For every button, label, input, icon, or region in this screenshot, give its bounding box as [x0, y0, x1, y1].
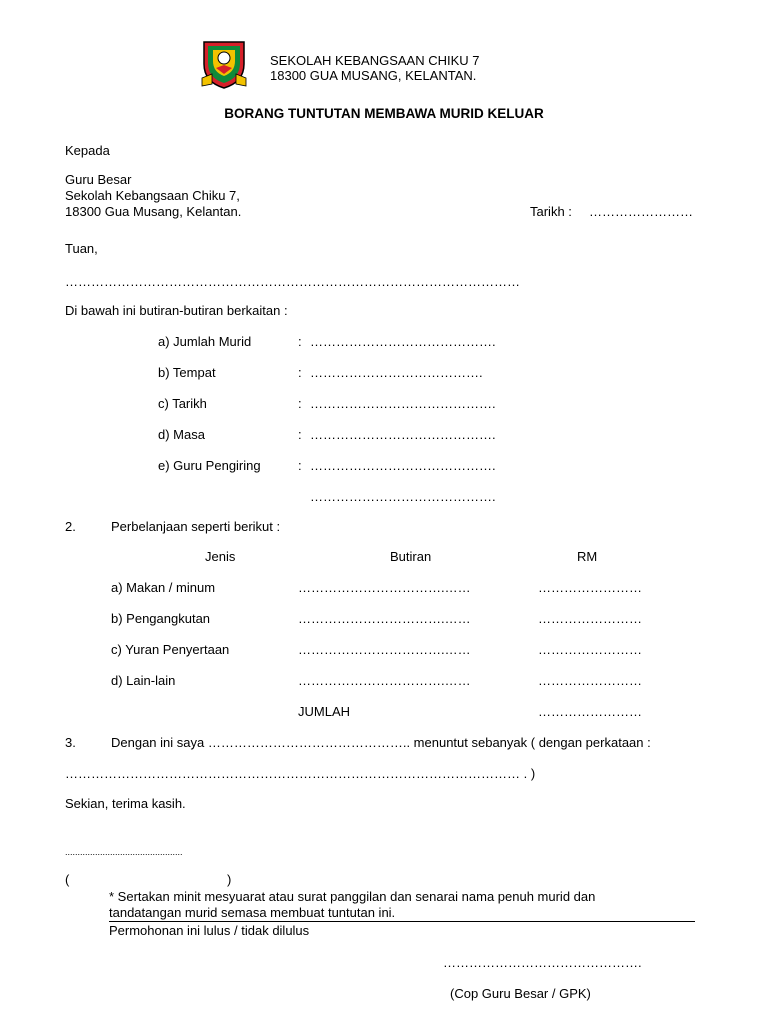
total-field[interactable]: ……………………: [538, 704, 642, 719]
detail-label: e) Guru Pengiring: [158, 458, 261, 473]
expense-label: a) Makan / minum: [111, 580, 216, 595]
detail-field-guru-pengiring[interactable]: …………………………………….: [310, 458, 496, 473]
detail-label: c) Tarikh: [158, 396, 207, 411]
expense-label: b) Pengangkutan: [111, 611, 211, 626]
details-intro: Di bawah ini butiran-butiran berkaitan :: [65, 303, 288, 318]
detail-colon: :: [298, 396, 302, 411]
closing-text: Sekian, terima kasih.: [65, 796, 186, 811]
section-number: 2.: [65, 519, 76, 534]
detail-colon: :: [298, 334, 302, 349]
detail-colon: :: [298, 458, 302, 473]
detail-field-jumlah-murid[interactable]: …………………………………….: [310, 334, 496, 349]
name-close-paren: ): [227, 872, 232, 887]
col-header-rm: RM: [577, 549, 598, 564]
total-label: JUMLAH: [298, 704, 351, 719]
section-divider: [109, 921, 695, 922]
school-address: 18300 GUA MUSANG, KELANTAN.: [270, 68, 477, 83]
recipient-line2: Sekolah Kebangsaan Chiku 7,: [65, 188, 240, 203]
claim-text: Dengan ini saya ……………………………………….. menuntut sebanyak ( dengan perkataan :: [111, 735, 651, 750]
expense-label: c) Yuran Penyertaan: [111, 642, 230, 657]
subject-field[interactable]: ……………………………………………………………………………………………: [65, 274, 520, 289]
recipient-kepada: Kepada: [65, 143, 110, 158]
stamp-label: (Cop Guru Besar / GPK): [450, 986, 591, 1001]
detail-colon: :: [298, 365, 302, 380]
name-open-paren: (: [65, 872, 70, 887]
expense-rm-field[interactable]: ……………………: [538, 673, 642, 688]
expense-rm-field[interactable]: ……………………: [538, 611, 642, 626]
expense-butiran-field[interactable]: …………………………….……: [298, 673, 471, 688]
form-title: BORANG TUNTUTAN MEMBAWA MURID KELUAR: [224, 106, 544, 121]
expense-rm-field[interactable]: ……………………: [538, 642, 642, 657]
section-number: 3.: [65, 735, 76, 750]
expense-butiran-field[interactable]: …………………………….……: [298, 611, 471, 626]
tarikh-field[interactable]: ……………………: [589, 204, 693, 219]
school-name: SEKOLAH KEBANGSAAN CHIKU 7: [270, 53, 480, 68]
note-line2: tandatangan murid semasa membuat tuntutan ini.: [109, 905, 396, 920]
note-line1: * Sertakan minit mesyuarat atau surat panggilan dan senarai nama penuh murid dan: [109, 889, 596, 904]
expense-label: d) Lain-lain: [111, 673, 176, 688]
expense-butiran-field[interactable]: …………………………….……: [298, 642, 471, 657]
claim-words-field[interactable]: …………………………………………………………………………………………… . ): [65, 766, 536, 781]
expense-butiran-field[interactable]: …………………………….……: [298, 580, 471, 595]
recipient-line3: 18300 Gua Musang, Kelantan.: [65, 204, 242, 219]
detail-field-extra[interactable]: …………………………………….: [310, 489, 496, 504]
detail-field-tempat[interactable]: ………………………………….: [310, 365, 483, 380]
detail-label: d) Masa: [158, 427, 205, 442]
detail-colon: :: [298, 427, 302, 442]
col-header-butiran: Butiran: [390, 549, 432, 564]
approval-text: Permohonan ini lulus / tidak dilulus: [109, 923, 310, 938]
school-crest-icon: [200, 38, 248, 90]
expenses-intro: Perbelanjaan seperti berikut :: [111, 519, 281, 534]
recipient-line1: Guru Besar: [65, 172, 132, 187]
detail-label: b) Tempat: [158, 365, 216, 380]
detail-label: a) Jumlah Murid: [158, 334, 252, 349]
col-header-jenis: Jenis: [205, 549, 236, 564]
detail-field-masa[interactable]: …………………………………….: [310, 427, 496, 442]
expense-rm-field[interactable]: ……………………: [538, 580, 642, 595]
tarikh-label: Tarikh :: [530, 204, 572, 219]
signature-field[interactable]: ...............................................: [65, 847, 183, 857]
approval-signature-field[interactable]: ……………………………………….: [443, 955, 642, 970]
detail-field-tarikh[interactable]: …………………………………….: [310, 396, 496, 411]
salutation: Tuan,: [65, 241, 98, 256]
